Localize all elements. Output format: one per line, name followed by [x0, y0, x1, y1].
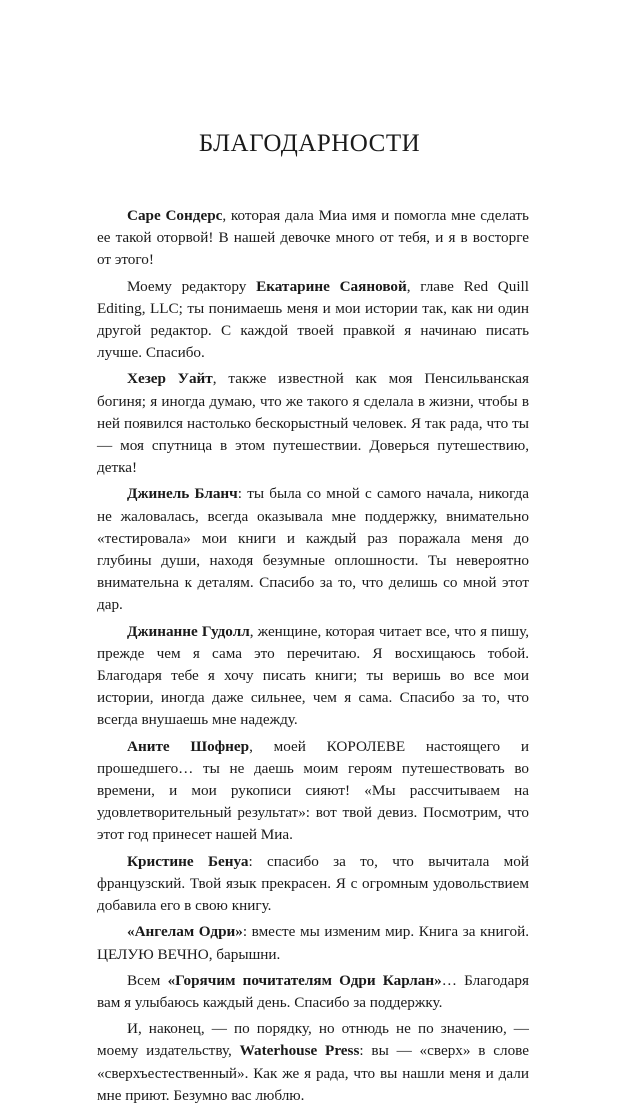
paragraph-text: : вместе мы изменим мир. Книга за книгой. ЦЕЛУЮ ВЕЧНО, барышни.	[97, 923, 530, 963]
paragraph-text: : вы — «сверх» в слове «сверхъестественный». Как же я рада, что вы нашли меня и дали мне приют. Безумно вас люблю.	[97, 1042, 529, 1104]
person-name: Джинель Бланч	[127, 485, 238, 503]
paragraph-9	[97, 970, 529, 1014]
paragraph-1	[97, 205, 529, 272]
paragraph-2	[97, 276, 529, 365]
publisher-name: Waterhouse Press	[239, 1042, 360, 1060]
person-name: Кристине Бенуа	[127, 852, 249, 870]
paragraph-text: , которая дала Миа имя и помогла мне сделать ее такой оторвой! В нашей девочке много от тебя, и я в восторге от этого!	[97, 207, 529, 269]
paragraph-8	[97, 921, 529, 965]
paragraph-prefix: Всем	[127, 971, 168, 989]
paragraph-prefix: Моему редактору	[127, 277, 257, 295]
paragraph-text: , моей КОРОЛЕВЕ настоящего и прошедшего… ты не даешь моим героям путешествовать во времени, и мои рукописи сияют! «Мы рассчитываем на удовлетворительный результат»: вот твой девиз. Посмотрим, что этот год принесет нашей Миа.	[97, 737, 529, 844]
group-name: «Горячим почитателям Одри Карлан»	[167, 971, 442, 989]
paragraph-text: , женщине, которая читает все, что я пишу, прежде чем я сама это перечитаю. Я восхищаюсь тобой. Благодаря тебе я хочу писать книги; ты веришь во все мои истории, иногда даже сильнее, чем я сама. Спасибо за то, что всегда внушаешь мне надежду.	[97, 622, 529, 729]
paragraph-5	[97, 621, 529, 732]
paragraph-text: , главе Red Quill Editing, LLC; ты понимаешь меня и мои истории так, как ни один другой редактор. С каждой твоей правкой я начинаю писать лучше. Спасибо.	[97, 277, 529, 362]
page-title: БЛАГОДАРНОСТИ	[198, 130, 421, 157]
person-name: Хезер Уайт	[127, 370, 213, 388]
person-name: Саре Сондерс	[127, 207, 223, 224]
person-name: Джинанне Гудолл	[127, 622, 250, 640]
paragraph-text: … Благодаря вам я улыбаюсь каждый день. Спасибо за поддержку.	[97, 971, 529, 1011]
paragraph-text: : спасибо за то, что вычитала мой французский. Твой язык прекрасен. Я с огромным удовольствием добавила его в свою книгу.	[97, 852, 529, 915]
paragraph-prefix: И, наконец, — по порядку, но отнюдь не по значению, — моему издательству,	[97, 1020, 529, 1060]
person-name: Екатарине Саяновой	[256, 277, 407, 295]
person-name: Аните Шофнер	[127, 737, 250, 755]
paragraph-text: : ты была со мной с самого начала, никогда не жаловалась, всегда оказывала мне поддержку, внимательно «тестировала» мои книги и каждый раз поражала меня до глубины души, находя безумные оплошности. Ты невероятно внимательна к деталям. Спасибо за то, что делишь со мной этот дар.	[97, 485, 530, 614]
paragraph-7	[97, 851, 529, 918]
acknowledgements-body	[97, 205, 529, 1111]
group-name: «Ангелам Одри»	[127, 923, 243, 941]
paragraph-3	[97, 368, 529, 479]
paragraph-10	[97, 1018, 529, 1107]
paragraph-6	[97, 736, 529, 847]
paragraph-4	[97, 483, 529, 616]
paragraph-text: , также известной как моя Пенсильванская богиня; я иногда думаю, что же такого я сделала в жизни, чтобы в ней появился настолько бескорыстный человек. Я так рада, что ты — моя спутница в этом путешествии. Доверься путешествию, детка!	[97, 370, 529, 477]
